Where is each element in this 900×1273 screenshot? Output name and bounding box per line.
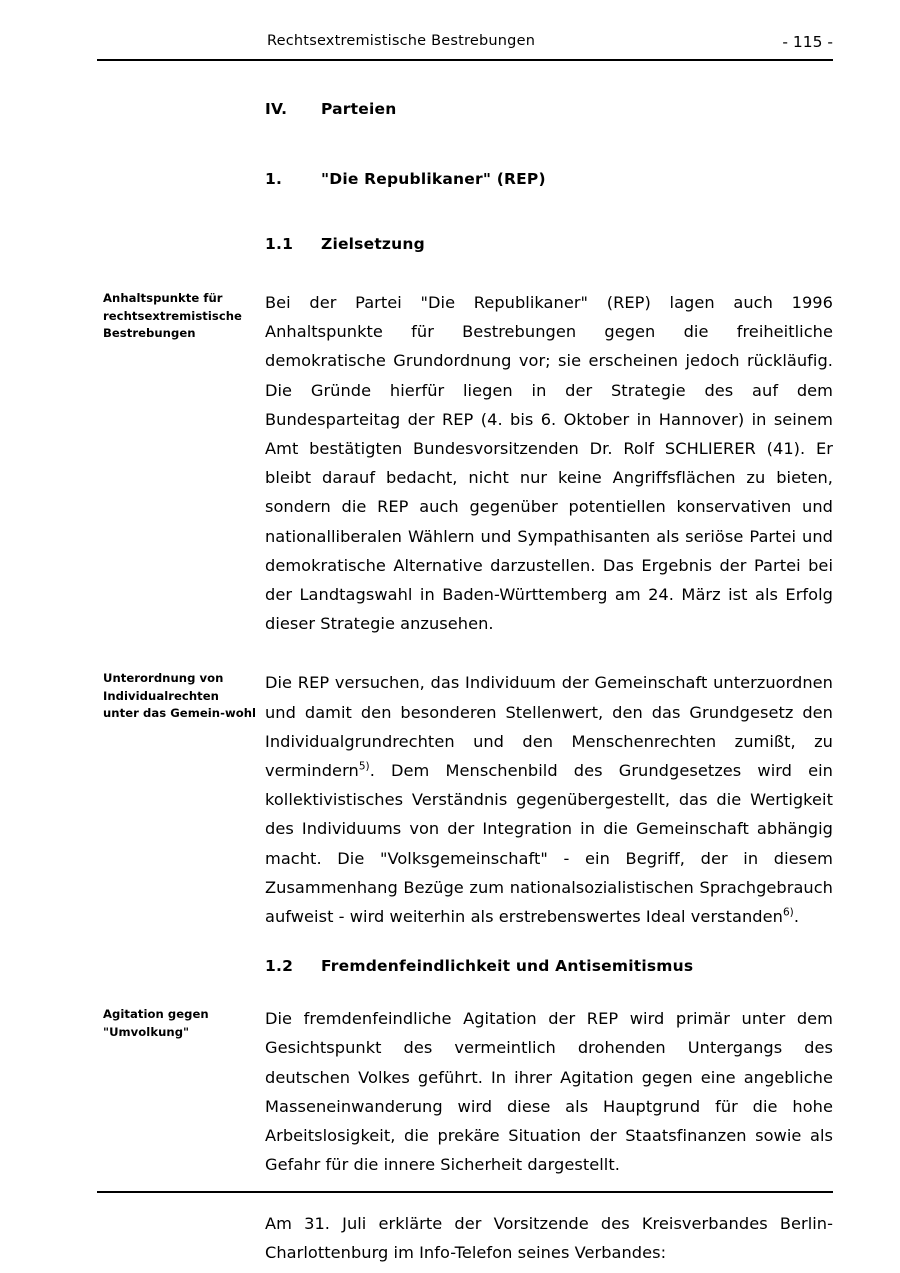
page-number: - 115 - xyxy=(782,33,833,51)
heading-chapter-label: "Die Republikaner" (REP) xyxy=(321,170,546,188)
heading-sub-1-2-label: Fremdenfeindlichkeit und Antisemitismus xyxy=(321,957,694,976)
paragraph-2-text-c: . xyxy=(793,907,800,927)
heading-sub-1-2 xyxy=(265,957,833,975)
heading-section xyxy=(265,100,833,118)
spacer xyxy=(103,975,833,1004)
spacer xyxy=(103,638,833,668)
spacer xyxy=(103,188,833,235)
heading-row-section xyxy=(103,100,833,118)
paragraph-2-text-b: . Dem Menschenbild des Grundgesetzes wird ein kollektivistisches Verständnis gegenübergestellt, das die Wertigkeit des Individuums von der Integration in die Gemeinschaft abhängig macht. Die "Volksgemeinschaft" - ein Begriff, der in diesem Zusammenhang Bezüge zum nationalsozialistischen Sprachgebrauch aufweist - wird weiterhin als erstrebenswertes Ideal verstanden xyxy=(265,761,833,927)
body-row-2 xyxy=(103,668,833,931)
spacer xyxy=(103,931,833,957)
spacer xyxy=(103,253,833,288)
heading-chapter xyxy=(265,170,833,188)
margin-note-2-container xyxy=(103,668,265,723)
heading-sub-1-1-label: Zielsetzung xyxy=(321,235,425,253)
heading-row-chapter xyxy=(103,170,833,188)
heading-section-number: IV. xyxy=(265,100,288,118)
footnote-marker-6: 6) xyxy=(782,906,794,919)
margin-note-2: Unterordnung von Individualrechten unter das Gemein-wohl xyxy=(103,671,257,721)
heading-section-label: Parteien xyxy=(321,100,397,118)
margin-note-3: Agitation gegen "Umvolkung" xyxy=(103,1007,209,1039)
footnote-marker-5: 5) xyxy=(358,760,370,773)
header-rule xyxy=(97,59,833,61)
page-content xyxy=(103,100,833,1267)
paragraph-4: Am 31. Juli erklärte der Vorsitzende des Kreisverbandes Berlin-Charlottenburg im Info-Telefon seines Verbandes: xyxy=(265,1213,833,1262)
body-row-1 xyxy=(103,288,833,638)
header-title: Rechtsextremistische Bestrebungen xyxy=(267,33,536,49)
heading-row-sub-1-1 xyxy=(103,235,833,253)
heading-row-sub-1-2 xyxy=(103,957,833,975)
margin-note-3-container xyxy=(103,1004,265,1041)
footer-rule xyxy=(97,1191,833,1193)
paragraph-3: Die fremdenfeindliche Agitation der REP wird primär unter dem Gesichtspunkt des vermeintlich drohenden Untergangs des deutschen Volkes geführt. In ihrer Agitation gegen eine angebliche Masseneinwanderung wird diese als Hauptgrund für die hohe Arbeitslosigkeit, die prekäre Situation der Staatsfinanzen sowie als Gefahr für die innere Sicherheit dargestellt. xyxy=(265,1009,833,1175)
paragraph-2 xyxy=(265,668,833,931)
body-row-3 xyxy=(103,1004,833,1267)
paragraph-2-text-a: Die REP versuchen, das Individuum der Gemeinschaft unterzuordnen und damit den besonderen Stellenwert, den das Grundgesetz den Individualgrundrechten und den Menschenrechten zumißt, zu vermindern xyxy=(265,673,833,781)
margin-note-1: Anhaltspunkte für rechtsextremistische Bestrebungen xyxy=(103,291,242,340)
heading-sub-1-1-number: 1.1 xyxy=(265,235,294,253)
paragraph-1: Bei der Partei "Die Republikaner" (REP) lagen auch 1996 Anhaltspunkte für Bestrebungen gegen die freiheitliche demokratische Grundordnung vor; sie erscheinen jedoch rückläufig. Die Gründe hierfür liegen in der Strategie des auf dem Bundesparteitag der REP (4. bis 6. Oktober in Hannover) in seinem Amt bestätigten Bundesvorsitzenden Dr. Rolf SCHLIERER (41). Er bleibt darauf bedacht, nicht nur keine Angriffsflächen zu bieten, sondern die REP auch gegenüber potentiellen konservativen und nationalliberalen Wählern und Sympathisanten als seriöse Partei und demokratische Alternative darzustellen. Das Ergebnis der Partei bei der Landtagswahl in Baden-Württemberg am 24. März ist als Erfolg dieser Strategie anzusehen. xyxy=(265,293,833,634)
heading-sub-1-2-number: 1.2 xyxy=(265,957,294,976)
page-header xyxy=(97,33,833,57)
margin-note-1-container xyxy=(103,288,265,343)
heading-chapter-number: 1. xyxy=(265,170,283,188)
heading-sub-1-1 xyxy=(265,235,833,253)
spacer xyxy=(103,118,833,170)
